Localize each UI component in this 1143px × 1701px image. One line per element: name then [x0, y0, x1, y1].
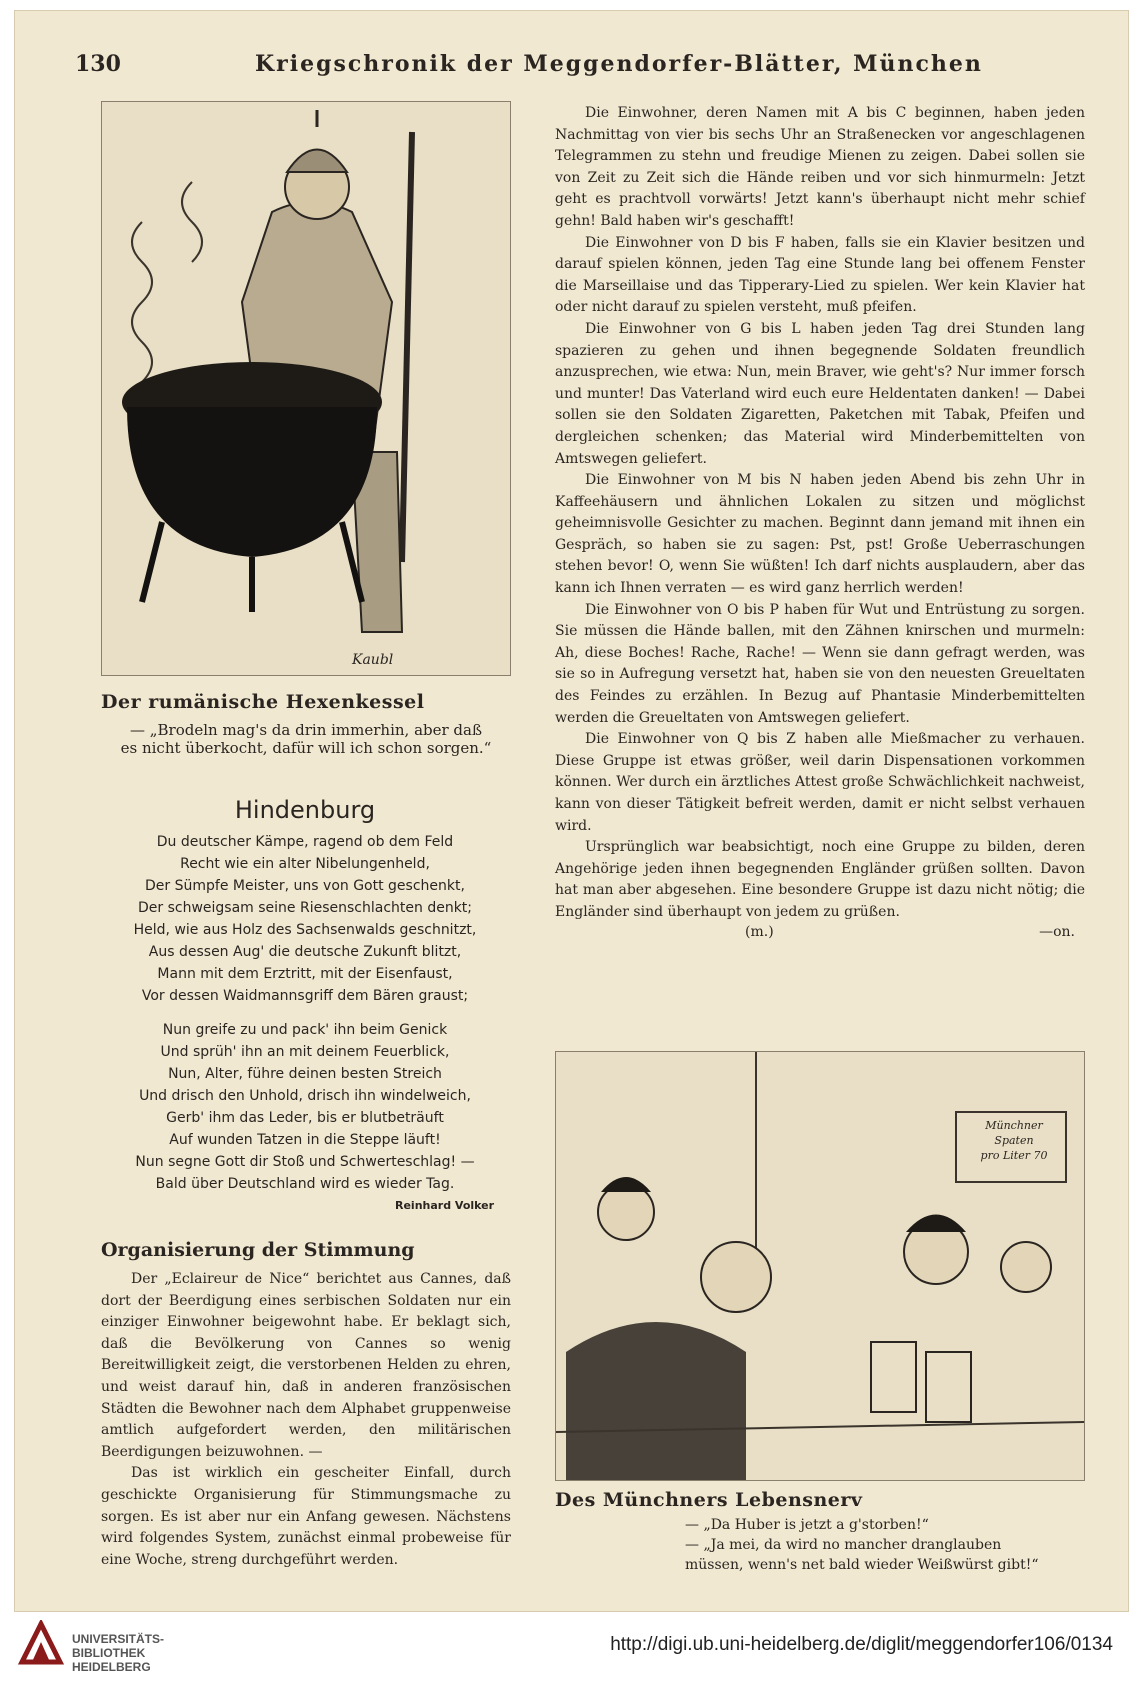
article-signature-right: —on.: [1039, 923, 1075, 940]
steam-plume-icon: [182, 182, 202, 262]
poem-line: Du deutscher Kämpe, ragend ob dem Feld: [156, 834, 454, 850]
cartoon2-title: Des Münchners Lebensnerv: [555, 1489, 863, 1511]
beer-mug-icon: [871, 1342, 916, 1412]
beerhall-drawing: [556, 1052, 1084, 1480]
poem-stanza-2: [95, 1019, 515, 1195]
poem-line: Vor dessen Waidmannsgriff dem Bären graust;: [141, 988, 469, 1004]
price-sign-text: [964, 1118, 1064, 1163]
poem-stanza-1: [95, 831, 515, 1007]
page-number: 130: [75, 51, 121, 77]
article-title: Organisierung der Stimmung: [101, 1239, 415, 1261]
poem-line: Mann mit dem Erztritt, mit der Eisenfaust,: [157, 966, 453, 982]
article-paragraph: Die Einwohner von D bis F haben, falls sie ein Klavier besitzen und darauf spielen können, jeden Tag eine Stunde lang bei offenem Fenster die Marseillaise und das Tipperary-Lied zu spielen. Wer kein Klavier hat oder nicht darauf zu spielen versteht, muß pfeifen.: [555, 234, 1085, 316]
poem-author: Reinhard Volker: [395, 1199, 495, 1212]
patron-head: [598, 1184, 654, 1240]
viewer-footer: [0, 1612, 1143, 1701]
scanned-page: [14, 10, 1129, 1612]
cartoon1-caption: [101, 721, 511, 757]
caption-line: — „Ja mei, da wird no mancher dranglauben: [685, 1537, 1002, 1553]
poem-line: Und sprüh' ihn an mit deinem Feuerblick,: [160, 1044, 450, 1060]
poem-title: Hindenburg: [234, 796, 376, 824]
rifle-icon: [402, 132, 412, 562]
caption-line: es nicht überkocht, dafür will ich schon sorgen.“: [120, 739, 492, 757]
artist-signature: Kaubl: [352, 652, 394, 668]
cauldron-soldier-illustration: [101, 101, 511, 676]
poem-line: Bald über Deutschland wird es wieder Tag.: [155, 1176, 455, 1192]
source-url[interactable]: http://digi.ub.uni-heidelberg.de/diglit/meggendorfer106/0134: [610, 1634, 1113, 1655]
sign-line: pro Liter 70: [980, 1149, 1048, 1162]
sign-line: Spaten: [994, 1134, 1034, 1147]
poem-line: Recht wie ein alter Nibelungenheld,: [180, 856, 430, 872]
article-right-column: [555, 103, 1085, 946]
article-paragraph: Die Einwohner von O bis P haben für Wut und Entrüstung zu sorgen. Sie müssen die Hände ballen, mit den Zähnen knirschen und murmeln: Ah, diese Boches! Rache, Rache! — Wenn sie dann gefragt werden, was sie so in Aufregung versetzt hat, haben sie von den neuesten Greueltaten des Feindes zu erzählen. In Bezug auf Phantasie Minderbemittelten werden die Greueltaten von Amtswegen geliefert.: [555, 601, 1085, 726]
university-library-logo-icon: [18, 1620, 64, 1666]
poem-line: Held, wie aus Holz des Sachsenwalds geschnitzt,: [133, 922, 477, 938]
pickelhaube-helmet-icon: [287, 150, 347, 173]
article-paragraph: Das ist wirklich ein gescheiter Einfall, durch geschickte Organisierung für Stimmungsmache zu sorgen. Es ist aber nur ein Anfang gewesen. Nächstens wird folgendes System, zunächst einmal probeweise für eine Woche, streng durchgeführt werden.: [101, 1465, 511, 1568]
caption-line: — „Brodeln mag's da drin immerhin, aber daß: [129, 721, 482, 739]
bowler-hat-icon: [906, 1215, 966, 1233]
poem-line: Nun, Alter, führe deinen besten Streich: [168, 1066, 442, 1082]
library-name-line: HEIDELBERG: [72, 1660, 151, 1674]
page-header-title: Kriegschronik der Meggendorfer-Blätter, München: [255, 51, 983, 77]
caption-line: müssen, wenn's net bald wieder Weißwürst gibt!“: [685, 1557, 1039, 1573]
poem-line: Nun segne Gott dir Stoß und Schwerteschlag! —: [135, 1154, 475, 1170]
article-paragraph: Der „Eclaireur de Nice“ berichtet aus Cannes, daß dort der Beerdigung eines serbischen Soldaten nur ein einziger Einwohner beigewohnt habe. Er beklagt sich, daß die Bevölkerung von Cannes so wenig Bereitwilligkeit zeigt, die verstorbenen Helden zu ehren, und weist darauf hin, daß in anderen französischen Städten die Bewohner nach dem Alphabet gruppenweise amtlich aufgefordert werden, den militärischen Beerdigungen beizuwohnen. —: [101, 1271, 511, 1460]
article-left-column: [101, 1269, 511, 1571]
sign-line: Münchner: [985, 1119, 1043, 1132]
cartoon2-caption: [685, 1515, 1085, 1575]
patron-head: [701, 1242, 771, 1312]
poem-line: Auf wunden Tatzen in die Steppe läuft!: [169, 1132, 441, 1148]
article-paragraph: Die Einwohner von M bis N haben jeden Abend bis zehn Uhr in Kaffeehäusern und ähnlichen Lokalen zu sitzen und möglichst geheimnisvolle Gesichter zu machen. Beginnt dann jemand mit ihnen ein Gespräch, so haben sie zu sagen: Pst, pst! Große Ueberraschungen stehen bevor! O, wenn Sie wüßten! Ich darf nichts ausplaudern, aber das kann ich Ihnen verraten — es wird ganz herrlich werden!: [555, 472, 1085, 597]
cartoon1-title: Der rumänische Hexenkessel: [101, 691, 425, 713]
steam-plume-icon: [132, 222, 152, 382]
article-paragraph: Die Einwohner von G bis L haben jeden Tag drei Stunden lang spazieren zu gehen und ihnen begegnende Soldaten freundlich anzusprechen, wie etwa: Nun, mein Braver, wie geht's? Nur immer forsch und munter! Das Vaterland wird euch eure Heldentaten danken! — Dabei sollen sie den Soldaten Zigaretten, Paketchen mit Tabak, Pfeifen und dergleichen schenken; das Material wird Minderbemittelten von Amtswegen geliefert.: [555, 320, 1085, 467]
cauldron-icon: [127, 407, 377, 557]
poem-line: Nun greife zu und pack' ihn beim Genick: [162, 1022, 448, 1038]
beer-mug-icon: [926, 1352, 971, 1422]
article-paragraph: Ursprünglich war beabsichtigt, noch eine Gruppe zu bilden, deren Angehörige jeden ihnen begegnenden Engländer grüßen sollten. Davon hat man aber abgesehen. Eine besondere Gruppe ist dazu nicht nötig; die Engländer sind überhaupt von jedem zu grüßen.: [555, 839, 1085, 920]
caption-line: — „Da Huber is jetzt a g'storben!“: [685, 1517, 929, 1533]
poem-line: Gerb' ihm das Leder, bis er blutbeträuft: [166, 1110, 444, 1126]
article-paragraph: Die Einwohner von Q bis Z haben alle Mießmacher zu verhauen. Diese Gruppe ist etwas größer, weil darin Dispensationen vorkommen können. Wer durch ein ärztliches Attest große Schwächlichkeit nachweist, kann von dieser Tätigkeit befreit werden, damit er nicht selbst verhauen wird.: [555, 731, 1085, 834]
article-paragraph: Die Einwohner, deren Namen mit A bis C beginnen, haben jeden Nachmittag von vier bis sechs Uhr an Straßenecken vor angeschlagenen Telegrammen zu stehn und freudige Mienen zu zeigen. Dabei sollen sie von Zeit zu Zeit sich die Hände reiben und vor sich hinmurmeln: Jetzt geht es prachtvoll vorwärts! Jetzt kann's überhaupt nicht mehr schief gehn! Bald haben wir's geschafft!: [555, 105, 1085, 229]
cauldron-drawing: [102, 102, 510, 675]
library-name-line: BIBLIOTHEK: [72, 1646, 146, 1660]
poem-line: Und drisch den Unhold, drisch ihn windelweich,: [139, 1088, 471, 1104]
poem-line: Der schweigsam seine Riesenschlachten denkt;: [137, 900, 473, 916]
bowler-hat-icon: [601, 1177, 651, 1192]
poem-line: Der Sümpfe Meister, uns von Gott geschenkt,: [145, 878, 465, 894]
library-name: [72, 1632, 164, 1674]
beerhall-illustration: [555, 1051, 1085, 1481]
poem-line: Aus dessen Aug' die deutsche Zukunft blitzt,: [148, 944, 462, 960]
patron-head: [1001, 1242, 1051, 1292]
library-name-line: UNIVERSITÄTS-: [72, 1632, 165, 1646]
article-signature-left: (m.): [745, 923, 774, 940]
